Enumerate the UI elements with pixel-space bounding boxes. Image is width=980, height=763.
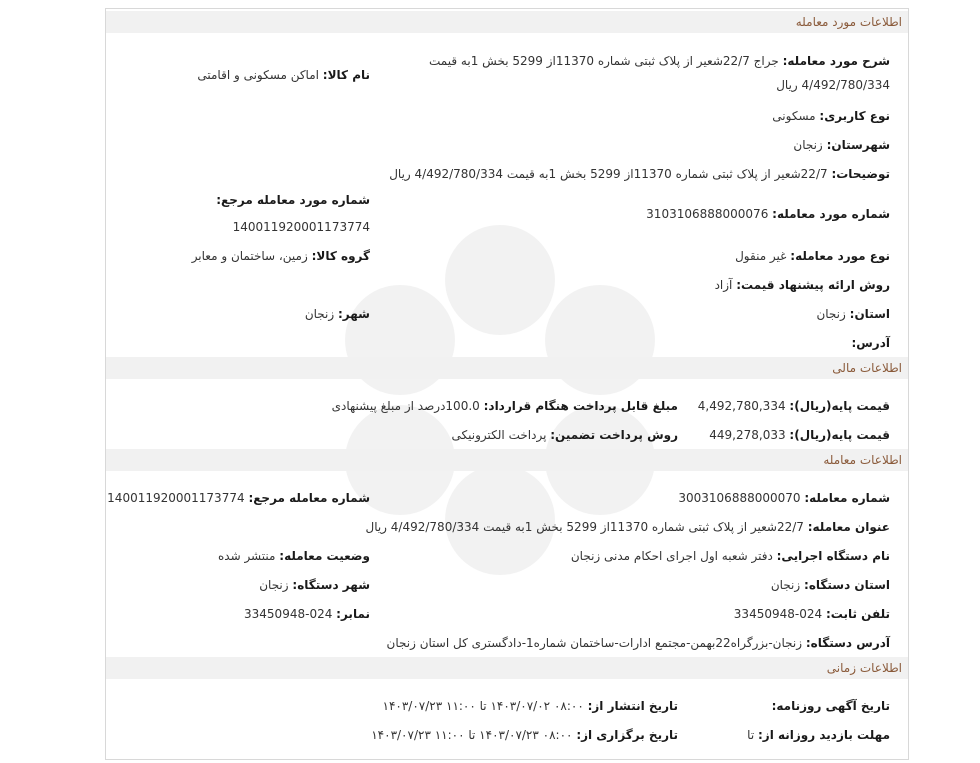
value: 3003106888000070 [678,491,801,505]
guarantee-method [452,426,678,444]
value: تا [747,728,755,742]
label: شهر دستگاه: [292,578,370,592]
label: تاریخ انتشار از: [587,699,678,713]
value: اماکن مسکونی و اقامتی [197,68,319,82]
transaction-status [218,547,370,565]
notes [389,165,890,183]
value: زنجان [816,307,846,321]
value: جراج 22/7شعیر از پلاک ثبتی شماره 11370از 5299 بخش 1به قیمت [429,54,779,68]
value: ۰۸:۰۰ ۱۴۰۳/۰۷/۲۳ تا ۱۱:۰۰ ۱۴۰۳/۰۷/۲۳ [371,728,573,742]
label: نوع کاربری: [819,109,890,123]
label: شماره مورد معامله مرجع: [216,193,370,207]
label: روش پرداخت تضمین: [550,428,678,442]
province [816,305,890,323]
base-price-1 [698,397,890,415]
holding-date [371,726,678,744]
goods-group [192,247,370,265]
value: 100.0درصد از مبلغ پیشنهادی [331,399,480,413]
label: تاریخ برگزاری از: [576,728,678,742]
label: توضیحات: [831,167,890,181]
label: نمابر: [336,607,370,621]
phone [734,605,890,623]
label: شماره معامله: [804,491,890,505]
value: زنجان [793,138,823,152]
publish-date [383,697,678,715]
label: قیمت پایه(ریال): [789,399,890,413]
value: 024-33450948 [244,607,333,621]
value: زنجان [304,307,335,321]
subject-number [646,205,890,223]
base-price-2 [709,426,890,444]
label: تاریخ آگهی روزنامه: [771,699,890,713]
usage-type [772,107,890,125]
label: شهرستان: [826,138,890,152]
transaction-reference [107,489,370,507]
newspaper-ad-date [772,697,890,715]
label: آدرس: [851,336,890,350]
section-time-header: اطلاعات زمانی [106,657,908,679]
price-offer-method [715,276,890,294]
label: تلفن ثابت: [825,607,890,621]
value: 4,492,780,334 [697,399,786,413]
value: منتشر شده [217,549,276,563]
label: شماره مورد معامله: [772,207,890,221]
value: دفتر شعبه اول اجرای احکام مدنی زنجان [570,549,773,563]
subject-description [429,52,890,70]
label: روش ارائه پیشنهاد قیمت: [736,278,890,292]
label: گروه کالا: [311,249,370,263]
daily-visit [747,726,890,744]
label: شرح مورد معامله: [782,54,890,68]
label: نام کالا: [322,68,370,82]
value: 024-33450948 [733,607,823,621]
subject-description-cont [776,76,890,94]
value: زنجان [770,578,801,592]
value: ۰۸:۰۰ ۱۴۰۳/۰۷/۰۲ تا ۱۱:۰۰ ۱۴۰۳/۰۷/۲۳ [382,699,584,713]
executive-org [571,547,890,565]
label: استان: [849,307,890,321]
value: زنجان [259,578,289,592]
transaction-number [678,489,890,507]
label: آدرس دستگاه: [805,636,890,650]
fax [244,605,370,623]
value: 449,278,033 [709,428,786,442]
reference-number-value [233,218,370,236]
section-transaction-header: اطلاعات معامله [106,449,908,471]
label: نام دستگاه اجرایی: [776,549,890,563]
label: عنوان معامله: [807,520,890,534]
org-province [771,576,890,594]
value: زمین، ساختمان و معابر [191,249,308,263]
reference-number-label [216,191,370,209]
value: 3103106888000076 [646,207,769,221]
county [793,136,890,154]
value: 140011920001173774 [232,220,370,234]
org-city [259,576,370,594]
label: استان دستگاه: [804,578,890,592]
value: 22/7شعیر از پلاک ثبتی شماره 11370از 5299 بخش 1به قیمت 4/492/780/334 ریال [365,520,804,534]
value: مسکونی [772,109,816,123]
transaction-title [365,518,890,536]
label: شهر: [338,307,370,321]
value: زنجان-بزرگراه22بهمن-مجتمع ادارات-ساختمان شماره1-دادگستری کل استان زنجان [386,636,803,650]
section-financial-header: اطلاعات مالی [106,357,908,379]
label: قیمت پایه(ریال): [789,428,890,442]
value: پرداخت الکترونیکی [451,428,547,442]
value: 22/7شعیر از پلاک ثبتی شماره 11370از 5299 بخش 1به قیمت 4/492/780/334 ریال [389,167,828,181]
value: 4/492/780/334 ریال [776,78,890,92]
label: وضعیت معامله: [279,549,370,563]
value: 140011920001173774 [107,491,245,505]
subject-type [735,247,890,265]
section-subject-header: اطلاعات مورد معامله [106,11,908,33]
label: نوع مورد معامله: [790,249,890,263]
payable-amount [332,397,678,415]
label: مبلغ قابل پرداخت هنگام قرارداد: [483,399,678,413]
label: مهلت بازدید روزانه از: [758,728,890,742]
value: آزاد [714,278,733,292]
goods-name [197,66,370,84]
org-address [387,634,890,652]
address [851,334,890,352]
value: غیر منقول [735,249,787,263]
label: شماره معامله مرجع: [248,491,370,505]
city [305,305,370,323]
